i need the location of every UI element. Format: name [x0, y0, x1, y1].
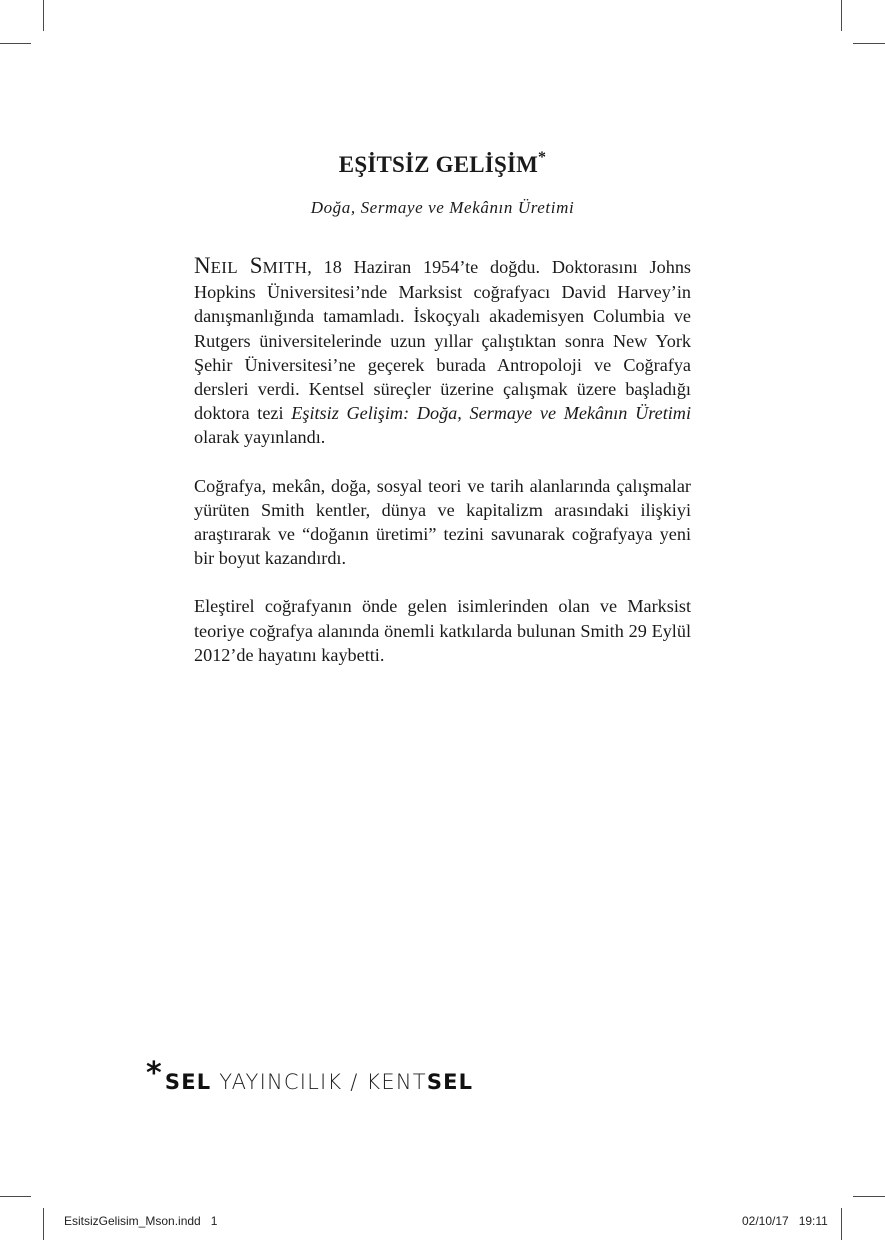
page-subtitle: Doğa, Sermaye ve Mekânın Üretimi [310, 198, 575, 217]
asterisk-icon: * [146, 1056, 163, 1091]
bio-paragraph-3: Eleştirel coğrafyanın önde gelen isimlerinden olan ve Marksist teoriye coğrafya alanında önemli katkılarda bulunan Smith 29 Eylül 2012’de hayatını kaybetti. [194, 596, 691, 665]
crop-mark-top-right-horizontal [853, 43, 885, 44]
author-bio [194, 254, 691, 691]
title-asterisk: * [538, 149, 547, 166]
publisher-brand-bold: SEL [164, 1070, 212, 1094]
publisher-brand-light: YAYINCILIK / KENT [211, 1070, 427, 1094]
crop-mark-bottom-right-vertical [841, 1208, 842, 1240]
author-name [194, 253, 308, 278]
name-initial-last: S [249, 253, 263, 278]
name-rest-first: EIL [210, 258, 238, 277]
bio-paragraph-2: Coğrafya, mekân, doğa, sosyal teori ve tarih alanlarında çalışmalar yürüten Smith kentler, dünya ve kapitalizm arasındaki ilişkiyi araştırarak ve “doğanın üretimi” tezini savunarak coğrafyaya yeni bir boyut kazandırdı. [194, 475, 691, 569]
crop-mark-top-left-horizontal [0, 43, 31, 44]
title-text: EŞİTSİZ GELİŞİM [338, 152, 539, 177]
page-title [0, 149, 885, 178]
name-initial-first: N [194, 253, 211, 278]
book-title: Eşitsiz Gelişim: Doğa, Sermaye ve Mekânın Üretimi [291, 403, 691, 424]
bio-paragraph-1 [194, 254, 691, 450]
slug-datetime: 02/10/17 19:11 [742, 1214, 828, 1228]
publisher-brand-bold-end: SEL [426, 1070, 474, 1094]
crop-mark-bottom-left-vertical [43, 1208, 44, 1240]
slug-filename: EsitsizGelisim_Mson.indd 1 [64, 1214, 218, 1228]
bio-text-a: , 18 Haziran 1954’te doğdu. Doktorasını Johns Hopkins Üniversitesi’nde Marksist coğrafyacı David Harvey’in danışmanlığında tamamladı. İskoçyalı akademisyen Columbia ve Rutgers üniversitelerinde uzun yıllar çalıştıktan sonra New York Şehir Üniversitesi’ne geçerek burada Antropoloji ve Coğrafya dersleri verdi. Kentsel süreçler üzerine çalışmak üzere başladığı doktora tezi [194, 257, 691, 424]
crop-mark-bottom-right-horizontal [853, 1196, 885, 1197]
crop-mark-bottom-left-horizontal [0, 1196, 31, 1197]
name-rest-last: MITH [262, 258, 308, 277]
publisher-logo [146, 1056, 474, 1097]
bio-text-b: olarak yayınlandı. [194, 427, 326, 448]
crop-mark-top-left-vertical [43, 0, 44, 31]
crop-mark-top-right-vertical [841, 0, 842, 31]
